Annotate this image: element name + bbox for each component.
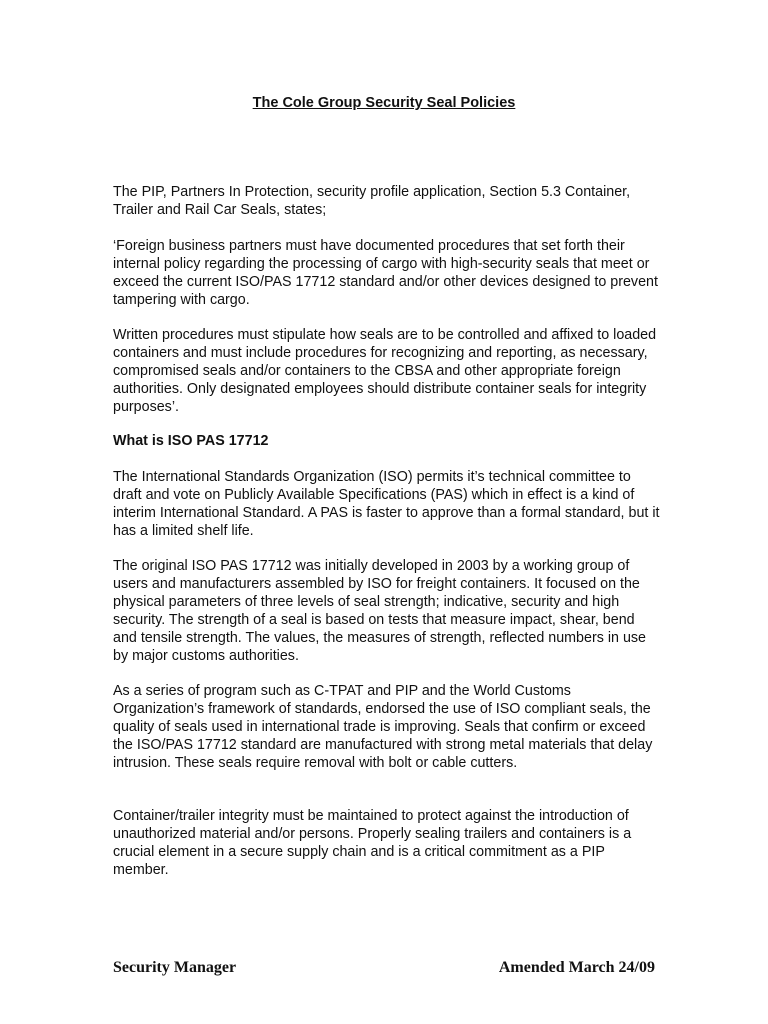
paragraph-integrity: Container/trailer integrity must be maintained to protect against the introduction of unauthorized material and/or persons. Properly sealing trailers and containers is a crucial element in a secure supply chain and is a critical commitment as a PIP member. <box>113 808 632 878</box>
document-title: The Cole Group Security Seal Policies <box>252 95 516 111</box>
section-heading: What is ISO PAS 17712 <box>113 433 269 449</box>
paragraph-pip-intro: The PIP, Partners In Protection, security profile application, Section 5.3 Container, Trailer and Rail Car Seals, states; <box>113 184 631 218</box>
footer-author: Security Manager <box>113 959 237 976</box>
paragraph-foreign-partners: ‘Foreign business partners must have documented procedures that set forth their internal policy regarding the processing of cargo with high-security seals that meet or exceed the current ISO/PAS 17712 standard and/or other devices designed to prevent tampering with cargo. <box>113 238 658 308</box>
paragraph-iso-history: The original ISO PAS 17712 was initially developed in 2003 by a working group of users and manufacturers assembled by ISO for freight containers. It focused on the physical parameters of three levels of seal strength; indicative, security and high security. The strength of a seal is based on tests that measure impact, shear, bend and tensile strength. The values, the measures of strength, reflected numbers in use by major customs authorities. <box>113 558 646 664</box>
paragraph-programs: As a series of program such as C-TPAT and PIP and the World Customs Organization’s framework of standards, endorsed the use of ISO compliant seals, the quality of seals used in international trade is improving. Seals that confirm or exceed the ISO/PAS 17712 standard are manufactured with strong metal materials that delay intrusion. These seals require removal with bolt or cable cutters. <box>113 683 653 771</box>
paragraph-written-procedures: Written procedures must stipulate how seals are to be controlled and affixed to loaded containers and must include procedures for recognizing and reporting, as necessary, compromised seals and/or containers to the CBSA and other appropriate foreign authorities. Only designated employees should distribute container seals for integrity purposes’. <box>113 327 657 415</box>
footer-amended-date: Amended March 24/09 <box>498 959 655 976</box>
paragraph-iso-definition: The International Standards Organization (ISO) permits it’s technical committee to draft and vote on Publicly Available Specifications (PAS) which in effect is a kind of interim International Standard. A PAS is faster to approve than a formal standard, but it has a limited shelf life. <box>113 469 660 539</box>
